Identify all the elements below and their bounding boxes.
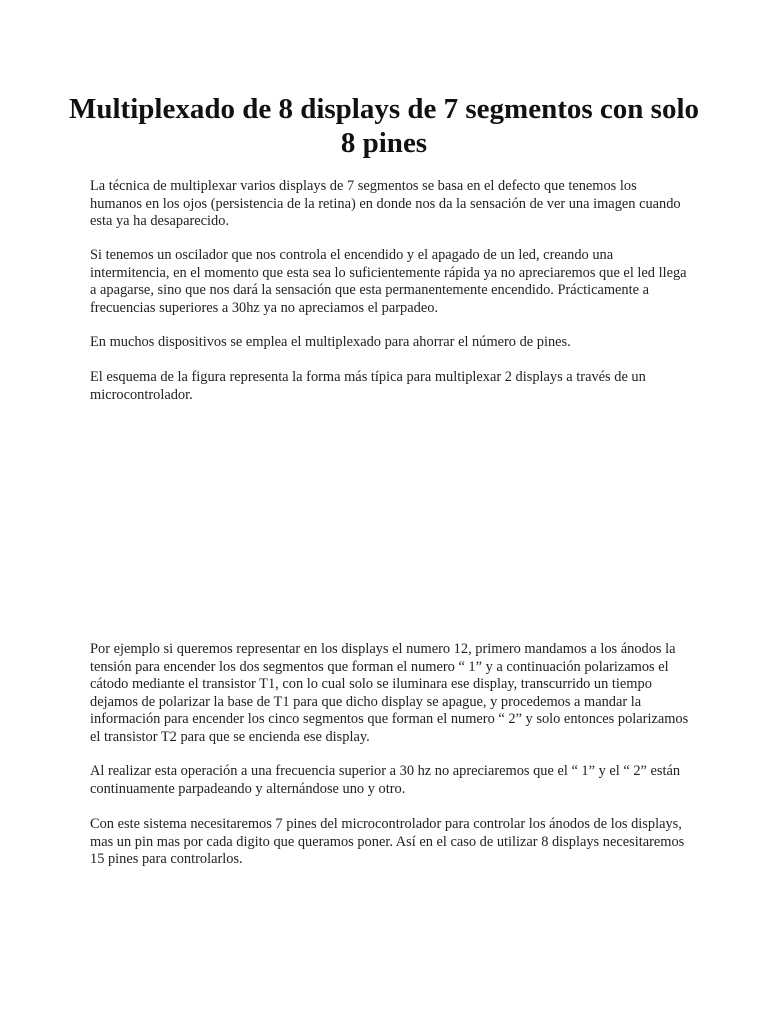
figure-placeholder [90, 415, 680, 630]
paragraph-pin-count: Con este sistema necesitaremos 7 pines del microcontrolador para controlar los ánodos de los displays, mas un pin mas por cada digito que queramos poner. Así en el caso de utilizar 8 displays necesitaremos 15 pines para controlarlos. [90, 816, 685, 867]
paragraph-example: Por ejemplo si queremos representar en los displays el numero 12, primero mandamos a los ánodos la tensión para encender los dos segmentos que forman el numero “ 1” y a continuación polarizamos el cátodo mediante el transistor T1, con lo cual solo se iluminara ese display, transcurrido un tiempo dejamos de polarizar la base de T1 para que dicho display se apague, y procedemos a mandar la información para encender los cinco segmentos que forman el numero “ 2” y solo entonces polarizamos el transistor T2 para que se encienda ese display. [90, 641, 689, 745]
paragraph-usage: En muchos dispositivos se emplea el multiplexado para ahorrar el número de pines. [90, 334, 571, 350]
paragraph-frequency: Al realizar esta operación a una frecuencia superior a 30 hz no apreciaremos que el “ 1” y el “ 2” están continuamente parpadeando y alternándose uno y otro. [90, 763, 681, 797]
document-title: Multiplexado de 8 displays de 7 segmentos con solo 8 pines [69, 93, 699, 159]
paragraph-persistence: La técnica de multiplexar varios displays de 7 segmentos se basa en el defecto que tenemos los humanos en los ojos (persistencia de la retina) en donde nos da la sensación de ver una imagen cuando esta ya ha desaparecido. [90, 178, 681, 229]
paragraph-figure-intro: El esquema de la figura representa la forma más típica para multiplexar 2 displays a través de un microcontrolador. [90, 369, 646, 403]
paragraph-oscillator: Si tenemos un oscilador que nos controla el encendido y el apagado de un led, creando una intermitencia, en el momento que esta sea lo suficientemente rápida ya no apreciaremos que el led llega a apagarse, sino que nos dará la sensación que esta permanentemente encendido. Prácticamente a frecuencias superiores a 30hz ya no apreciamos el parpadeo. [90, 247, 687, 316]
